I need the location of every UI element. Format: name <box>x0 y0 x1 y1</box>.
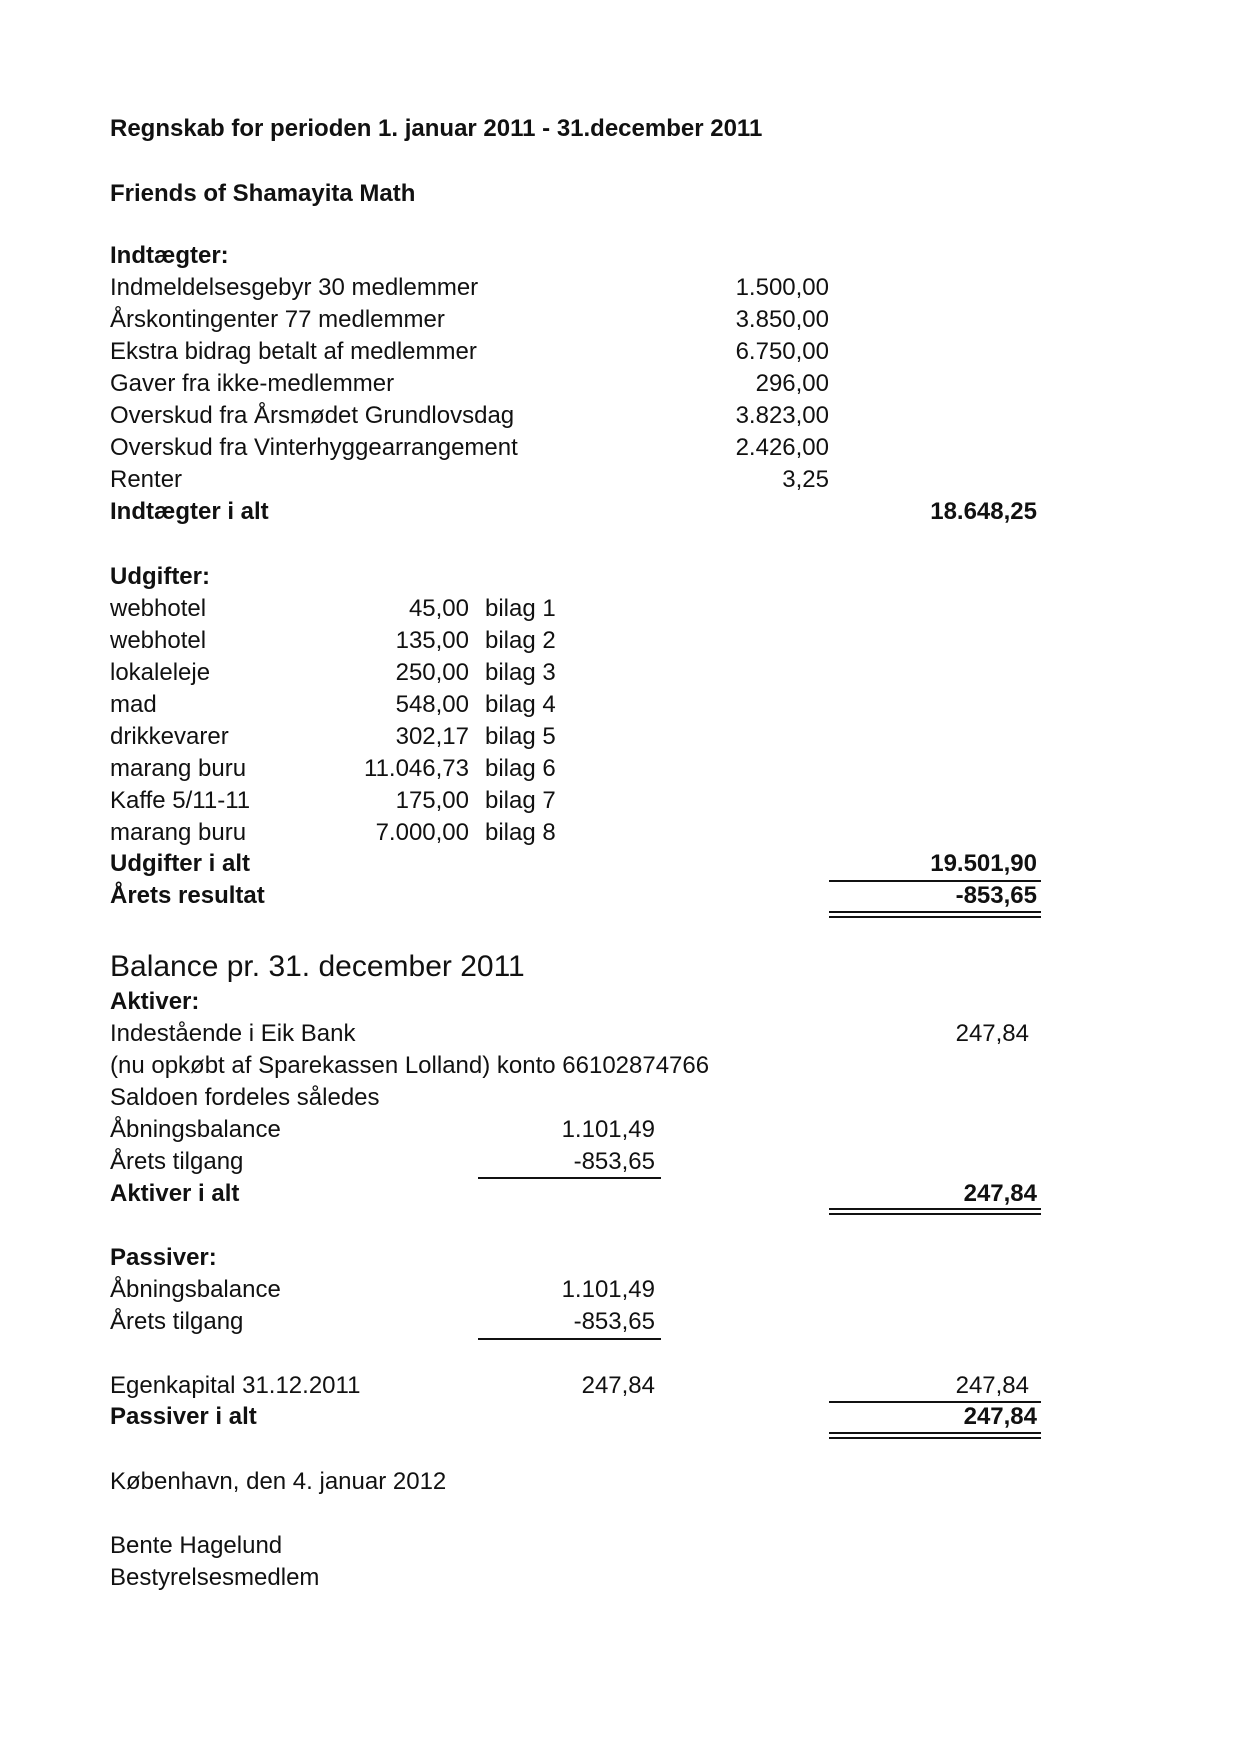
income-item-amount: 6.750,00 <box>735 338 829 365</box>
assets-subtotal-rule <box>478 1177 661 1179</box>
bank-amount: 247,84 <box>955 1020 1029 1047</box>
liabilities-total: 247,84 <box>963 1403 1037 1430</box>
income-item-label: Overskud fra Vinterhyggearrangement <box>110 434 518 461</box>
liabilities-opening-label: Åbningsbalance <box>110 1276 281 1303</box>
expense-item-voucher: bilag 5 <box>485 723 556 750</box>
assets-change-amount: -853,65 <box>573 1148 655 1175</box>
income-item-amount: 296,00 <box>755 370 829 397</box>
expense-item-label: drikkevarer <box>110 723 229 750</box>
equity-subamount: 247,84 <box>581 1372 655 1399</box>
expense-item-amount: 7.000,00 <box>375 819 469 846</box>
income-item-label: Årskontingenter 77 medlemmer <box>110 306 445 333</box>
balance-split-label: Saldoen fordeles således <box>110 1084 380 1111</box>
signer-role: Bestyrelsesmedlem <box>110 1564 320 1591</box>
assets-total: 247,84 <box>963 1180 1037 1207</box>
liabilities-subtotal-rule <box>478 1338 661 1340</box>
liabilities-heading: Passiver: <box>110 1244 217 1271</box>
income-item-amount: 3,25 <box>782 466 829 493</box>
income-total-label: Indtægter i alt <box>110 498 269 525</box>
assets-total-label: Aktiver i alt <box>110 1180 240 1207</box>
expense-item-voucher: bilag 6 <box>485 755 556 782</box>
expense-item-label: mad <box>110 691 157 718</box>
result-label: Årets resultat <box>110 882 265 909</box>
expenses-total: 19.501,90 <box>930 850 1037 877</box>
expense-item-amount: 135,00 <box>395 627 469 654</box>
income-item-label: Ekstra bidrag betalt af medlemmer <box>110 338 477 365</box>
expense-item-voucher: bilag 3 <box>485 659 556 686</box>
assets-opening-label: Åbningsbalance <box>110 1116 281 1143</box>
liabilities-double-rule <box>829 1432 1041 1439</box>
income-item-label: Renter <box>110 466 183 493</box>
liabilities-change-amount: -853,65 <box>573 1308 655 1335</box>
expense-item-voucher: bilag 7 <box>485 787 556 814</box>
signer-name: Bente Hagelund <box>110 1532 283 1559</box>
liabilities-change-label: Årets tilgang <box>110 1308 244 1335</box>
assets-heading: Aktiver: <box>110 988 200 1015</box>
liabilities-opening-amount: 1.101,49 <box>561 1276 655 1303</box>
expense-item-voucher: bilag 8 <box>485 819 556 846</box>
bank-label: Indestående i Eik Bank <box>110 1020 356 1047</box>
expense-item-amount: 250,00 <box>395 659 469 686</box>
expense-item-label: lokaleleje <box>110 659 211 686</box>
organization-name: Friends of Shamayita Math <box>110 180 416 207</box>
expense-item-voucher: bilag 4 <box>485 691 556 718</box>
income-item-label: Gaver fra ikke-medlemmer <box>110 370 395 397</box>
expense-item-label: marang buru <box>110 755 247 782</box>
expense-item-amount: 548,00 <box>395 691 469 718</box>
assets-double-rule <box>829 1208 1041 1215</box>
equity-amount: 247,84 <box>955 1372 1029 1399</box>
income-item-amount: 3.823,00 <box>735 402 829 429</box>
expense-item-amount: 45,00 <box>408 595 469 622</box>
expenses-total-label: Udgifter i alt <box>110 850 251 877</box>
income-heading: Indtægter: <box>110 242 229 269</box>
expenses-heading: Udgifter: <box>110 563 210 590</box>
place-date: København, den 4. januar 2012 <box>110 1468 447 1495</box>
expense-item-voucher: bilag 2 <box>485 627 556 654</box>
income-item-label: Overskud fra Årsmødet Grundlovsdag <box>110 402 515 429</box>
liabilities-total-label: Passiver i alt <box>110 1403 257 1430</box>
document-title: Regnskab for perioden 1. januar 2011 - 31.december 2011 <box>110 115 763 142</box>
income-item-amount: 3.850,00 <box>735 306 829 333</box>
assets-change-label: Årets tilgang <box>110 1148 244 1175</box>
expense-item-label: webhotel <box>110 627 207 654</box>
expense-item-amount: 175,00 <box>395 787 469 814</box>
income-item-amount: 1.500,00 <box>735 274 829 301</box>
expense-item-amount: 302,17 <box>395 723 469 750</box>
assets-opening-amount: 1.101,49 <box>561 1116 655 1143</box>
income-item-label: Indmeldelsesgebyr 30 medlemmer <box>110 274 479 301</box>
income-total: 18.648,25 <box>930 498 1037 525</box>
result-amount: -853,65 <box>955 882 1037 909</box>
expense-item-label: marang buru <box>110 819 247 846</box>
balance-heading: Balance pr. 31. december 2011 <box>110 950 525 983</box>
result-double-rule <box>829 911 1041 918</box>
expense-item-label: webhotel <box>110 595 207 622</box>
income-item-amount: 2.426,00 <box>735 434 829 461</box>
bank-note: (nu opkøbt af Sparekassen Lolland) konto 66102874766 <box>110 1052 710 1079</box>
expense-item-label: Kaffe 5/11-11 <box>110 787 251 814</box>
equity-label: Egenkapital 31.12.2011 <box>110 1372 361 1399</box>
expense-item-amount: 11.046,73 <box>364 755 469 782</box>
expense-item-voucher: bilag 1 <box>485 595 556 622</box>
